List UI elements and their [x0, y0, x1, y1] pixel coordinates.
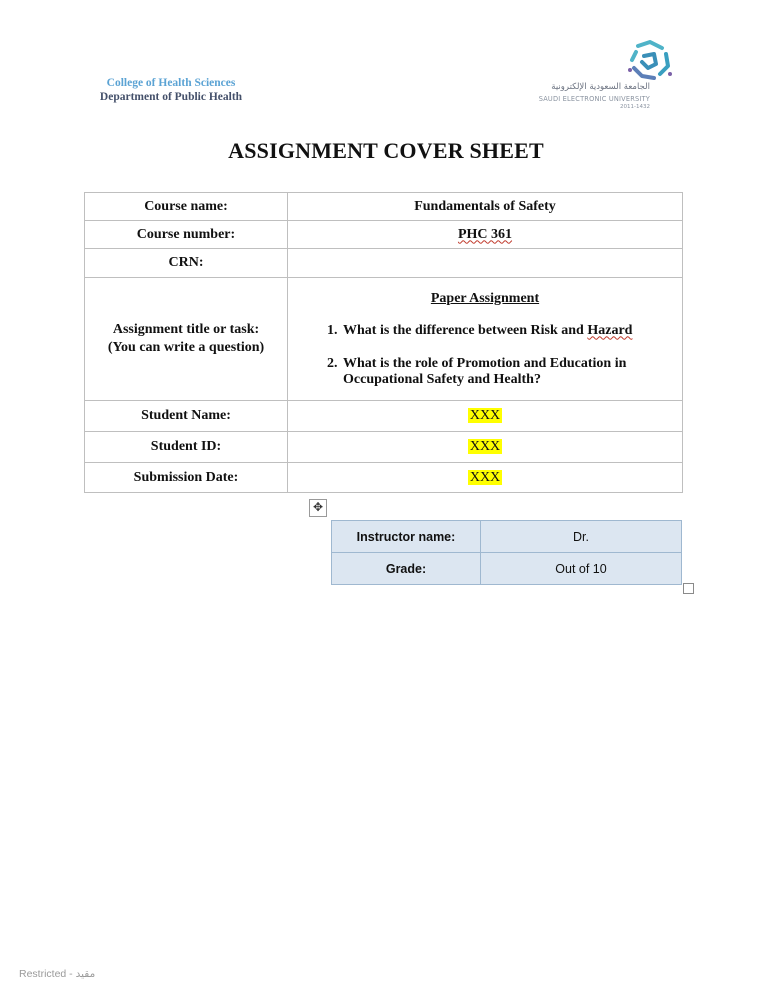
cover-sheet-table — [84, 192, 683, 493]
logo-arabic-name: الجامعة السعودية الإلكترونية — [551, 82, 650, 92]
table-row — [85, 463, 683, 493]
table-row — [332, 521, 682, 553]
college-name: College of Health Sciences — [106, 77, 236, 89]
course-number-cell[interactable] — [288, 221, 683, 249]
university-logo-icon — [624, 40, 676, 82]
page-title: ASSIGNMENT COVER SHEET — [228, 138, 544, 163]
paper-assignment-title: Paper Assignment — [430, 290, 540, 306]
crn-label: CRN: — [85, 249, 288, 278]
student-id-value: XXX — [469, 439, 501, 454]
question-text: What is the difference between Risk and Hazard — [343, 322, 633, 338]
submission-date-cell[interactable] — [288, 463, 683, 493]
department-name: Department of Public Health — [99, 91, 243, 103]
course-name-label: Course name: — [85, 193, 288, 221]
logo-english-name: SAUDI ELECTRONIC UNIVERSITY — [538, 95, 650, 103]
assignment-title-label-line2: (You can write a question) — [107, 340, 265, 355]
student-name-value: XXX — [469, 408, 501, 423]
table-row — [332, 553, 682, 585]
table-row — [85, 278, 683, 401]
assignment-title-label-line1: Assignment title or task: — [112, 322, 260, 337]
move-handle-icon[interactable]: ✥ — [309, 499, 327, 517]
table-row — [85, 401, 683, 432]
logo-years: 2011-1432 — [620, 104, 650, 110]
classification-label: Restricted - مقيد — [19, 968, 96, 980]
table-row — [85, 249, 683, 278]
course-number-label: Course number: — [85, 221, 288, 249]
course-number-value: PHC 361 — [457, 226, 513, 242]
crn-value[interactable] — [288, 249, 683, 278]
instructor-name-label: Instructor name: — [332, 521, 481, 553]
question-list — [288, 323, 682, 388]
student-name-cell[interactable] — [288, 401, 683, 432]
student-id-cell[interactable] — [288, 432, 683, 463]
question-text: What is the role of Promotion and Education in Occupational Safety and Health? — [343, 355, 627, 387]
grade-label: Grade: — [332, 553, 481, 585]
spellcheck-word: Hazard — [587, 322, 633, 338]
course-name-value[interactable]: Fundamentals of Safety — [288, 193, 683, 221]
instructor-name-value[interactable]: Dr. — [481, 521, 682, 553]
student-name-label: Student Name: — [85, 401, 288, 432]
question-item — [341, 323, 662, 339]
table-row — [85, 193, 683, 221]
assignment-task-cell[interactable] — [288, 278, 683, 401]
student-id-label: Student ID: — [85, 432, 288, 463]
submission-date-value: XXX — [469, 469, 501, 485]
question-item — [341, 356, 662, 388]
university-logo — [526, 40, 656, 112]
grade-value[interactable]: Out of 10 — [481, 553, 682, 585]
submission-date-label: Submission Date: — [85, 463, 288, 493]
table-row — [85, 221, 683, 249]
assignment-title-label — [85, 278, 288, 401]
table-row — [85, 432, 683, 463]
institution-header — [96, 76, 246, 104]
grading-table — [331, 520, 682, 585]
resize-handle-icon[interactable] — [683, 583, 694, 594]
